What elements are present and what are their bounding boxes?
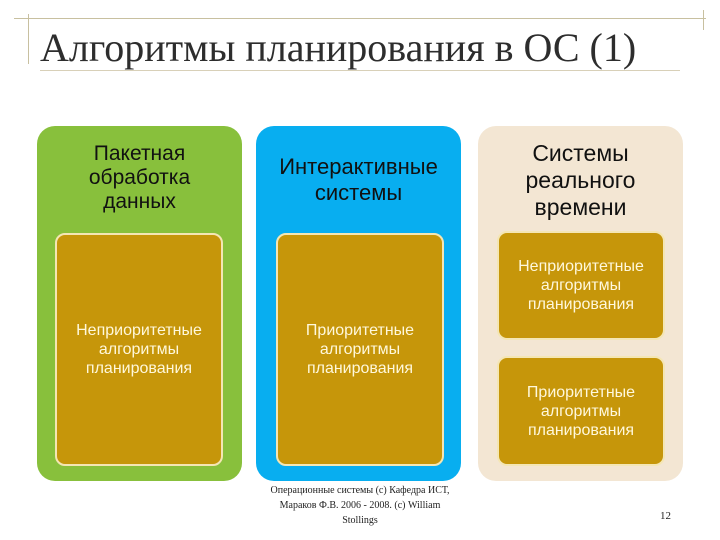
box-line: алгоритмы <box>319 341 401 358</box>
column-heading <box>478 140 683 221</box>
column-heading <box>37 142 242 214</box>
slide-footer <box>245 483 475 528</box>
box-line: Неприоритетные <box>518 258 644 275</box>
box-line: Приоритетные <box>305 322 415 339</box>
decorative-frame-right <box>703 10 704 30</box>
box-line: планирования <box>85 360 193 377</box>
heading-line: данных <box>103 190 176 213</box>
footer-line: Операционные системы (c) Кафедра ИСТ, <box>270 485 450 496</box>
column-heading <box>256 154 461 206</box>
box-line: планирования <box>527 296 635 313</box>
heading-line: Системы <box>532 140 629 166</box>
box-line: планирования <box>527 421 635 439</box>
footer-line: Мараков Ф.В. 2006 - 2008. (c) William <box>279 500 441 511</box>
slide-title: Алгоритмы планирования в ОС (1) <box>40 25 637 70</box>
heading-line: обработка <box>88 166 191 189</box>
box-line: Приоритетные <box>526 383 636 401</box>
heading-line: времени <box>534 194 627 220</box>
footer-line: Stollings <box>342 515 378 526</box>
box-line: алгоритмы <box>98 341 180 358</box>
box-line: планирования <box>306 360 414 377</box>
decorative-frame-top <box>14 18 706 19</box>
box-nonpriority-algorithms <box>55 233 223 466</box>
heading-line: Интерактивные <box>279 154 438 179</box>
box-line: Неприоритетные <box>76 322 202 339</box>
heading-line: системы <box>314 180 403 205</box>
box-nonpriority-algorithms <box>497 231 665 340</box>
heading-line: Пакетная <box>93 142 186 165</box>
page-number: 12 <box>660 510 671 522</box>
title-divider <box>40 70 680 71</box>
box-priority-algorithms <box>276 233 444 466</box>
box-priority-algorithms <box>497 356 665 466</box>
heading-line: реального <box>525 167 636 193</box>
box-line: алгоритмы <box>540 402 622 420</box>
decorative-frame-left <box>28 14 29 64</box>
box-line: алгоритмы <box>540 277 622 294</box>
